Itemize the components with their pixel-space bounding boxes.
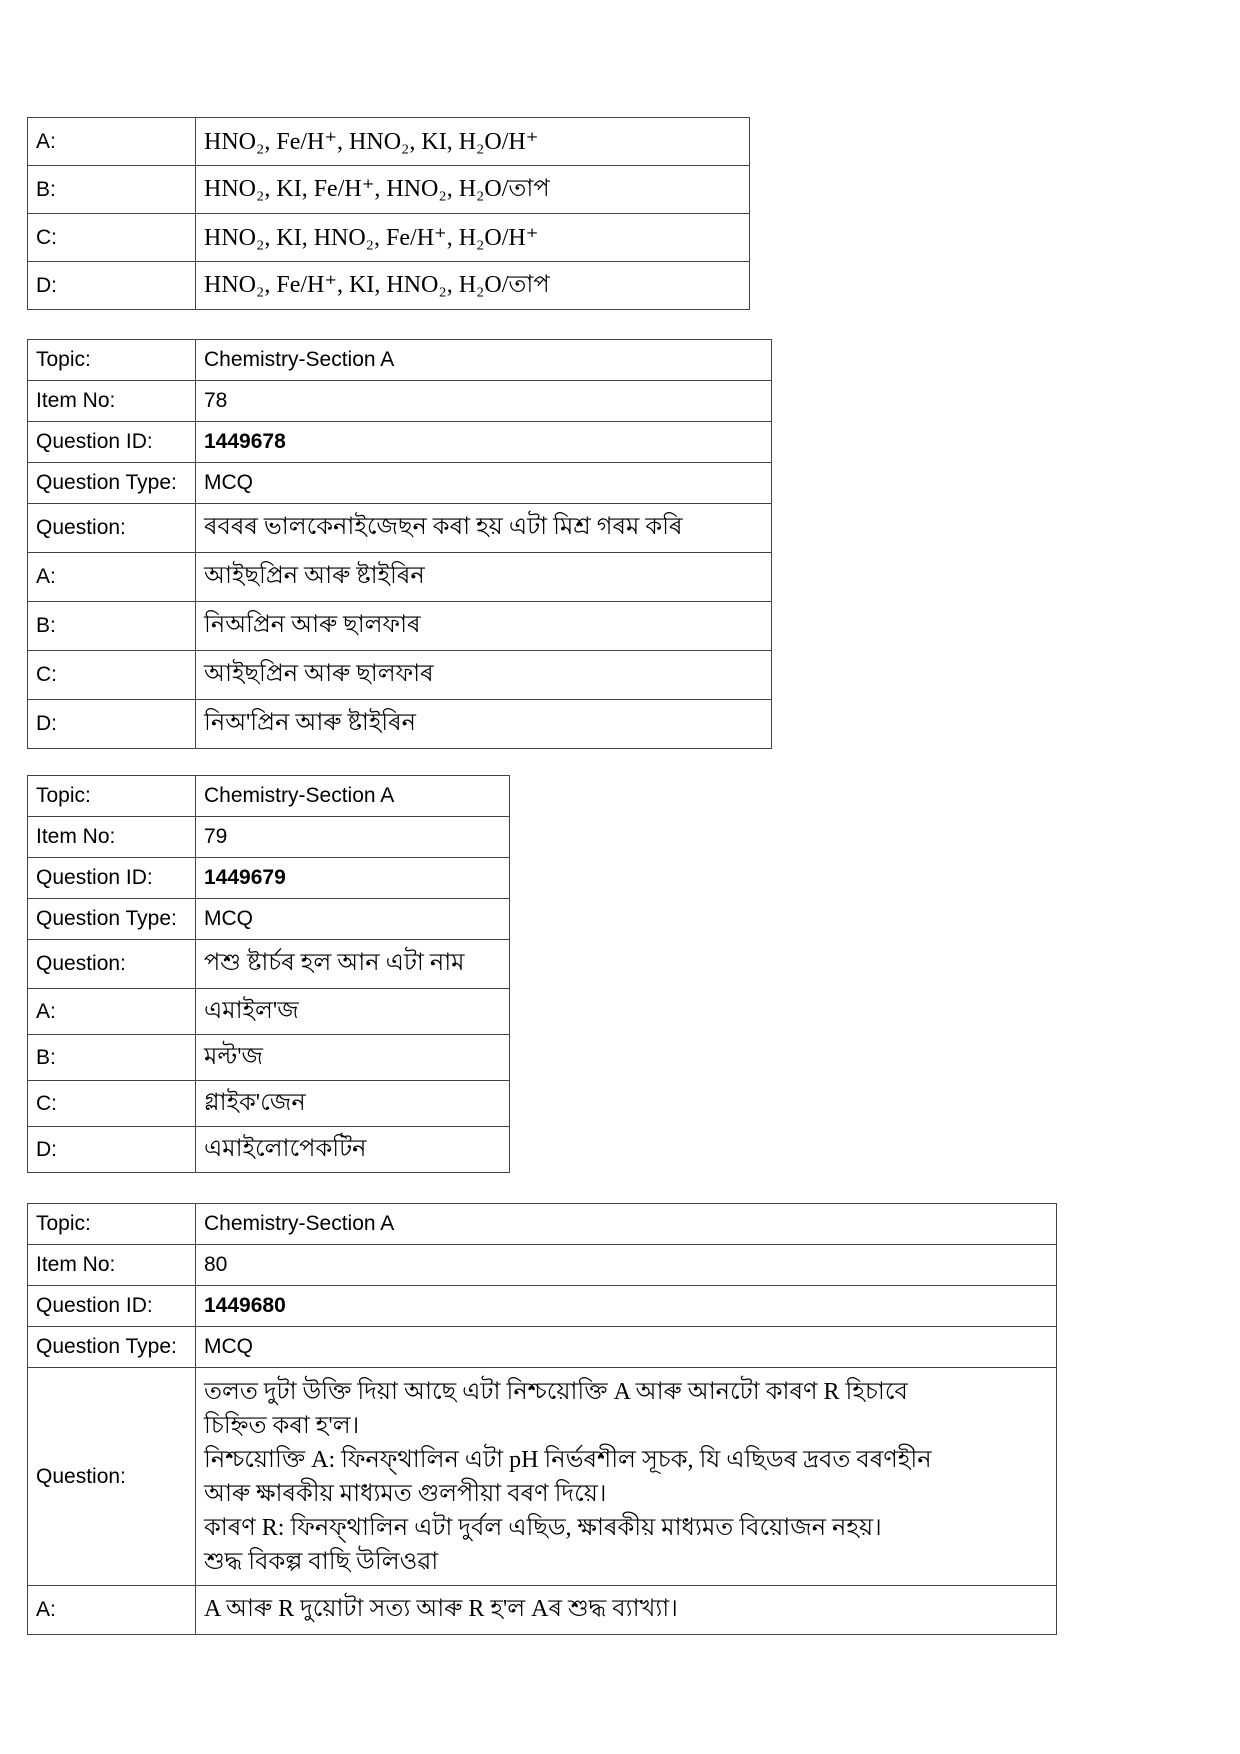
question-text: ৰবৰৰ ভালকেনাইজেছন কৰা হয় এটা মিশ্র গৰম কৰি bbox=[196, 504, 772, 553]
question-line: কাৰণ R: ফিনফ্থালিন এটা দুৰ্বল এছিড, ক্ষাৰকীয় মাধ্যমত বিয়োজন নহয়। bbox=[204, 1514, 882, 1541]
question-table-78 bbox=[27, 339, 772, 749]
question-text: পশু ষ্টাৰ্চৰ হল আন এটা নাম bbox=[196, 940, 510, 989]
topic-value: Chemistry-Section A bbox=[196, 340, 772, 381]
question-id-value: 1449678 bbox=[204, 430, 286, 453]
table-row bbox=[28, 262, 750, 310]
table-row bbox=[28, 700, 772, 749]
table-row bbox=[28, 899, 510, 940]
question-label: Question: bbox=[28, 940, 196, 989]
question-text bbox=[196, 1368, 1057, 1586]
table-row bbox=[28, 381, 772, 422]
option-b-text: নিঅপ্রিন আৰু ছালফাৰ bbox=[196, 602, 772, 651]
table-row bbox=[28, 1368, 1057, 1586]
option-c-text: আইছপ্রিন আৰু ছালফাৰ bbox=[196, 651, 772, 700]
option-a-label: A: bbox=[28, 553, 196, 602]
topic-label: Topic: bbox=[28, 776, 196, 817]
option-a-text: এমাইল'জ bbox=[196, 989, 510, 1035]
item-no-label: Item No: bbox=[28, 381, 196, 422]
table-row bbox=[28, 214, 750, 262]
question-id-label: Question ID: bbox=[28, 1286, 196, 1327]
option-c-text: গ্লাইক'জেন bbox=[196, 1081, 510, 1127]
question-id-value: 1449679 bbox=[204, 866, 286, 889]
option-b-label: B: bbox=[28, 1035, 196, 1081]
table-row bbox=[28, 1204, 1057, 1245]
option-a-text: আইছপ্রিন আৰু ষ্টাইৰিন bbox=[196, 553, 772, 602]
table-row bbox=[28, 1035, 510, 1081]
table-row bbox=[28, 940, 510, 989]
topic-label: Topic: bbox=[28, 1204, 196, 1245]
question-line: তলত দুটা উক্তি দিয়া আছে এটা নিশ্চয়োক্তি A আৰু আনটো কাৰণ R হিচাবে bbox=[204, 1378, 908, 1405]
table-row bbox=[28, 602, 772, 651]
table-row bbox=[28, 1081, 510, 1127]
option-a-label: A: bbox=[28, 1586, 196, 1635]
table-row bbox=[28, 1586, 1057, 1635]
table-row bbox=[28, 166, 750, 214]
question-table-80 bbox=[27, 1203, 1057, 1635]
table-row bbox=[28, 989, 510, 1035]
question-line: চিহ্নিত কৰা হ'ল। bbox=[204, 1412, 360, 1439]
question-type-label: Question Type: bbox=[28, 463, 196, 504]
option-value: HNO₂, Fe/H⁺, KI, HNO₂, H₂O/তাপ bbox=[196, 262, 750, 310]
option-d-text: এমাইলোপেকটিন bbox=[196, 1127, 510, 1173]
table-row bbox=[28, 504, 772, 553]
options-table-continued bbox=[27, 117, 750, 310]
question-type-value: MCQ bbox=[196, 899, 510, 940]
topic-label: Topic: bbox=[28, 340, 196, 381]
question-line: শুদ্ধ বিকল্প বাছি উলিওৱা bbox=[204, 1548, 439, 1575]
item-no-value: 78 bbox=[196, 381, 772, 422]
table-row bbox=[28, 340, 772, 381]
item-no-label: Item No: bbox=[28, 817, 196, 858]
option-b-text: মল্ট'জ bbox=[196, 1035, 510, 1081]
question-label: Question: bbox=[28, 1368, 196, 1586]
option-value: HNO₂, KI, Fe/H⁺, HNO₂, H₂O/তাপ bbox=[196, 166, 750, 214]
table-row bbox=[28, 422, 772, 463]
option-d-label: D: bbox=[28, 700, 196, 749]
option-d-text: নিঅ'প্রিন আৰু ষ্টাইৰিন bbox=[196, 700, 772, 749]
option-value: HNO₂, Fe/H⁺, HNO₂, KI, H₂O/H⁺ bbox=[196, 118, 750, 166]
table-row bbox=[28, 1327, 1057, 1368]
table-row bbox=[28, 776, 510, 817]
table-row bbox=[28, 651, 772, 700]
question-id-value: 1449680 bbox=[204, 1294, 286, 1317]
table-row bbox=[28, 118, 750, 166]
topic-value: Chemistry-Section A bbox=[196, 1204, 1057, 1245]
option-label: A: bbox=[28, 118, 196, 166]
option-c-label: C: bbox=[28, 651, 196, 700]
question-label: Question: bbox=[28, 504, 196, 553]
option-label: C: bbox=[28, 214, 196, 262]
option-value: HNO₂, KI, HNO₂, Fe/H⁺, H₂O/H⁺ bbox=[196, 214, 750, 262]
option-label: D: bbox=[28, 262, 196, 310]
item-no-value: 79 bbox=[196, 817, 510, 858]
question-type-value: MCQ bbox=[196, 1327, 1057, 1368]
question-id-label: Question ID: bbox=[28, 422, 196, 463]
table-row bbox=[28, 463, 772, 504]
option-label: B: bbox=[28, 166, 196, 214]
item-no-value: 80 bbox=[196, 1245, 1057, 1286]
option-b-label: B: bbox=[28, 602, 196, 651]
question-line: আৰু ক্ষাৰকীয় মাধ্যমত গুলপীয়া বৰণ দিয়ে। bbox=[204, 1480, 607, 1507]
question-type-label: Question Type: bbox=[28, 899, 196, 940]
question-type-value: MCQ bbox=[196, 463, 772, 504]
option-c-label: C: bbox=[28, 1081, 196, 1127]
option-a-text: A আৰু R দুয়োটা সত্য আৰু R হ'ল Aৰ শুদ্ধ ব্যাখ্যা। bbox=[196, 1586, 1057, 1635]
table-row bbox=[28, 858, 510, 899]
question-line: নিশ্চয়োক্তি A: ফিনফ্থালিন এটা pH নিৰ্ভৰশীল সূচক, যি এছিডৰ দ্ৰবত বৰণহীন bbox=[204, 1446, 932, 1473]
item-no-label: Item No: bbox=[28, 1245, 196, 1286]
table-row bbox=[28, 553, 772, 602]
table-row bbox=[28, 1245, 1057, 1286]
table-row bbox=[28, 1127, 510, 1173]
topic-value: Chemistry-Section A bbox=[196, 776, 510, 817]
question-type-label: Question Type: bbox=[28, 1327, 196, 1368]
table-row bbox=[28, 1286, 1057, 1327]
option-d-label: D: bbox=[28, 1127, 196, 1173]
question-id-label: Question ID: bbox=[28, 858, 196, 899]
option-a-label: A: bbox=[28, 989, 196, 1035]
table-row bbox=[28, 817, 510, 858]
question-table-79 bbox=[27, 775, 510, 1173]
